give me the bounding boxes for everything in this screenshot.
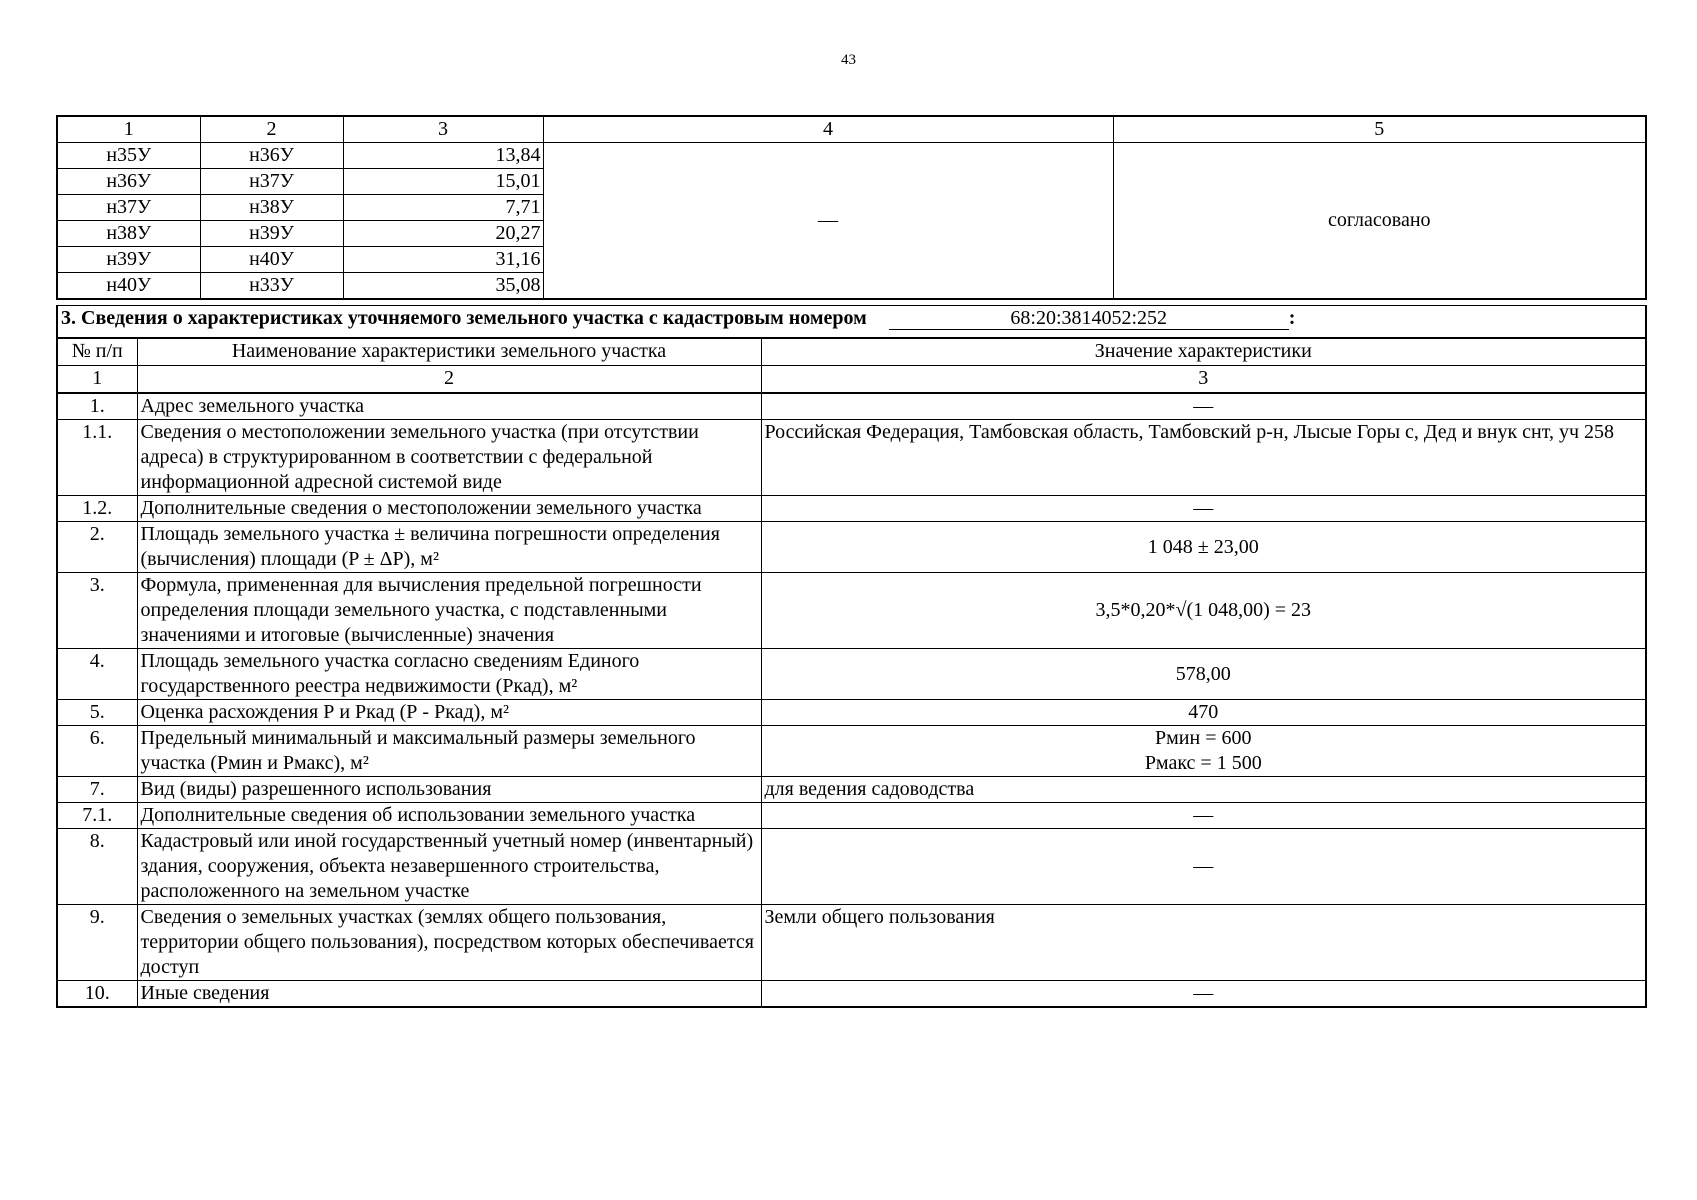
distance: 35,08 <box>343 273 543 300</box>
row-number: 9. <box>57 905 137 981</box>
boundary-header-row <box>57 116 1646 143</box>
header-number: 2 <box>137 366 761 394</box>
row-name: Сведения о местоположении земельного участка (при отсутствии адреса) в структурированном в соответствии с федеральной информационной адресной системой виде <box>137 420 761 496</box>
point-to: н36У <box>200 143 343 169</box>
row-value: — <box>761 496 1646 522</box>
table-row <box>57 573 1646 649</box>
row-name: Предельный минимальный и максимальный размеры земельного участка (Рмин и Рмакс), м² <box>137 726 761 777</box>
section-title-cell <box>57 306 1646 339</box>
table-row <box>57 981 1646 1008</box>
table-row <box>57 649 1646 700</box>
table-row <box>57 777 1646 803</box>
boundary-col4-value: — <box>543 143 1113 300</box>
distance: 20,27 <box>343 221 543 247</box>
row-name: Формула, примененная для вычисления предельной погрешности определения площади земельного участка, с подставленными значениями и итоговые (вычисленные) значения <box>137 573 761 649</box>
row-value: — <box>761 829 1646 905</box>
table-row <box>57 905 1646 981</box>
row-value: — <box>761 393 1646 420</box>
row-value <box>761 726 1646 777</box>
boundary-header-cell: 4 <box>543 116 1113 143</box>
distance: 15,01 <box>343 169 543 195</box>
distance: 7,71 <box>343 195 543 221</box>
header-num: № п/п <box>57 338 137 366</box>
point-to: н33У <box>200 273 343 300</box>
row-number: 1. <box>57 393 137 420</box>
section-title-row <box>57 306 1646 339</box>
point-from: н36У <box>57 169 200 195</box>
distance: 13,84 <box>343 143 543 169</box>
page-number: 43 <box>841 52 856 68</box>
row-value-max: Рмакс = 1 500 <box>1144 752 1262 774</box>
header-row <box>57 338 1646 366</box>
row-number: 10. <box>57 981 137 1008</box>
row-value: — <box>761 981 1646 1008</box>
row-name: Кадастровый или иной государственный учетный номер (инвентарный) здания, сооружения, объекта незавершенного строительства, расположенного на земельном участке <box>137 829 761 905</box>
boundary-header-cell: 1 <box>57 116 200 143</box>
point-from: н40У <box>57 273 200 300</box>
boundary-header-cell: 3 <box>343 116 543 143</box>
row-number: 6. <box>57 726 137 777</box>
table-row <box>57 700 1646 726</box>
distance: 31,16 <box>343 247 543 273</box>
section-title: 3. Сведения о характеристиках уточняемого земельного участка с кадастровым номером <box>61 307 867 329</box>
row-value: 578,00 <box>761 649 1646 700</box>
row-number: 2. <box>57 522 137 573</box>
boundary-col5-value: согласовано <box>1113 143 1646 300</box>
header-number: 1 <box>57 366 137 394</box>
point-from: н39У <box>57 247 200 273</box>
characteristics-table <box>56 305 1647 1008</box>
header-number: 3 <box>761 366 1646 394</box>
point-to: н40У <box>200 247 343 273</box>
row-name: Адрес земельного участка <box>137 393 761 420</box>
table-row <box>57 420 1646 496</box>
row-number: 7.1. <box>57 803 137 829</box>
point-from: н35У <box>57 143 200 169</box>
row-number: 7. <box>57 777 137 803</box>
row-value: 1 048 ± 23,00 <box>761 522 1646 573</box>
header-name: Наименование характеристики земельного участка <box>137 338 761 366</box>
boundary-table <box>56 115 1647 300</box>
row-value: — <box>761 803 1646 829</box>
row-name: Площадь земельного участка ± величина погрешности определения (вычисления) площади (P ± ΔP), м² <box>137 522 761 573</box>
row-name: Оценка расхождения Р и Ркад (Р - Ркад), м² <box>137 700 761 726</box>
table-row <box>57 726 1646 777</box>
row-value: Земли общего пользования <box>761 905 1646 981</box>
cadastral-number: 68:20:3814052:252 <box>889 307 1289 330</box>
point-from: н37У <box>57 195 200 221</box>
point-to: н38У <box>200 195 343 221</box>
boundary-header-cell: 2 <box>200 116 343 143</box>
row-name: Дополнительные сведения об использовании земельного участка <box>137 803 761 829</box>
row-name: Сведения о земельных участках (землях общего пользования, территории общего пользования), посредством которых обеспечивается доступ <box>137 905 761 981</box>
row-value: 470 <box>761 700 1646 726</box>
point-to: н37У <box>200 169 343 195</box>
point-to: н39У <box>200 221 343 247</box>
table-row <box>57 522 1646 573</box>
row-value: 3,5*0,20*√(1 048,00) = 23 <box>761 573 1646 649</box>
row-name: Площадь земельного участка согласно сведениям Единого государственного реестра недвижимости (Ркад), м² <box>137 649 761 700</box>
table-row <box>57 496 1646 522</box>
table-row <box>57 803 1646 829</box>
row-number: 3. <box>57 573 137 649</box>
row-value-min: Рмин = 600 <box>1155 727 1252 749</box>
row-number: 4. <box>57 649 137 700</box>
row-number: 8. <box>57 829 137 905</box>
row-name: Иные сведения <box>137 981 761 1008</box>
boundary-header-cell: 5 <box>1113 116 1646 143</box>
row-number: 5. <box>57 700 137 726</box>
table-row <box>57 393 1646 420</box>
header-number-row <box>57 366 1646 394</box>
point-from: н38У <box>57 221 200 247</box>
section-title-colon: : <box>1288 307 1296 329</box>
row-number: 1.2. <box>57 496 137 522</box>
table-row <box>57 143 1646 169</box>
table-row <box>57 829 1646 905</box>
row-number: 1.1. <box>57 420 137 496</box>
header-value: Значение характеристики <box>761 338 1646 366</box>
row-value: для ведения садоводства <box>761 777 1646 803</box>
row-name: Дополнительные сведения о местоположении земельного участка <box>137 496 761 522</box>
row-name: Вид (виды) разрешенного использования <box>137 777 761 803</box>
row-value: Российская Федерация, Тамбовская область, Тамбовский р-н, Лысые Горы с, Дед и внук снт, уч 258 <box>761 420 1646 496</box>
